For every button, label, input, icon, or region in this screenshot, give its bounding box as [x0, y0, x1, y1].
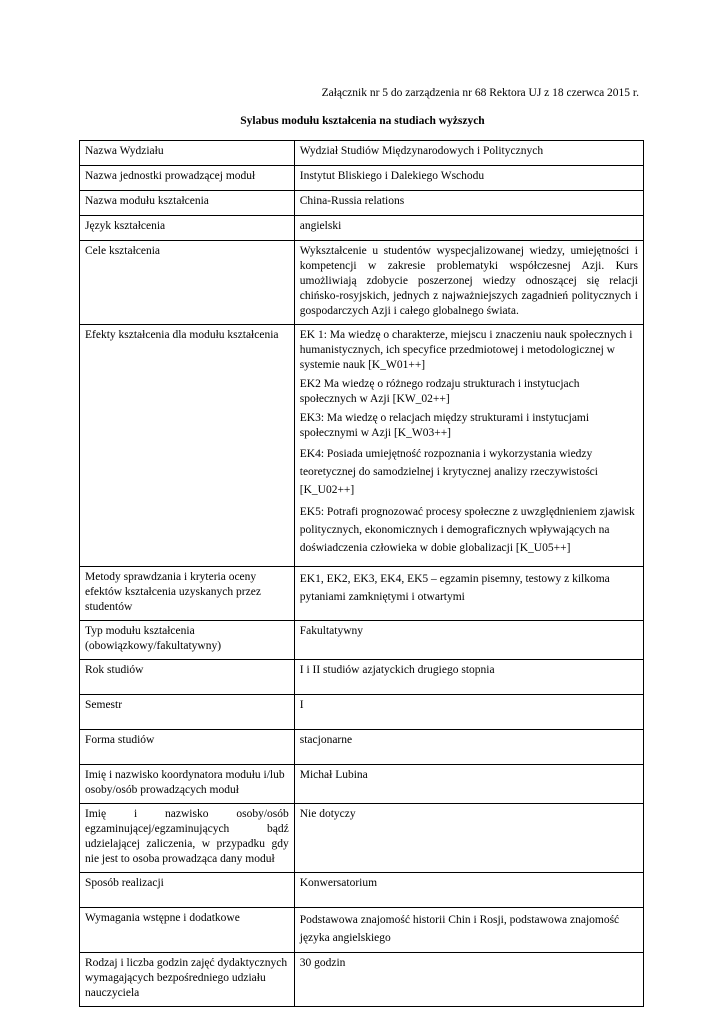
label-type: Typ modułu kształcenia (obowiązkowy/fakultatywny): [80, 621, 295, 660]
value-method: Konwersatorium: [294, 873, 643, 908]
label-form: Forma studiów: [80, 730, 295, 765]
value-examiner: Nie dotyczy: [294, 804, 643, 873]
row-language: [80, 216, 644, 241]
value-semester: I: [294, 695, 643, 730]
row-examiner: [80, 804, 644, 873]
label-language: Język kształcenia: [80, 216, 295, 241]
value-type: Fakultatywny: [294, 621, 643, 660]
row-type: [80, 621, 644, 660]
value-verification: EK1, EK2, EK3, EK4, EK5 – egzamin pisemny, testowy z kilkoma pytaniami zamkniętymi i otwartymi: [294, 567, 643, 621]
label-method: Sposób realizacji: [80, 873, 295, 908]
value-faculty: Wydział Studiów Międzynarodowych i Politycznych: [294, 141, 643, 166]
row-module: [80, 191, 644, 216]
label-coordinator: Imię i nazwisko koordynatora modułu i/lub osoby/osób prowadzących moduł: [80, 765, 295, 804]
row-method: [80, 873, 644, 908]
label-effects: Efekty kształcenia dla modułu kształcenia: [80, 325, 295, 567]
value-unit: Instytut Bliskiego i Dalekiego Wschodu: [294, 166, 643, 191]
effect-ek1: EK 1: Ma wiedzę o charakterze, miejscu i znaczeniu nauk społecznych i humanistycznych, ich specyfice przedmiotowej i metodologicznej w systemie nauk [K_W01++]: [299, 329, 633, 371]
effect-ek4: EK4: Posiada umiejętność rozpoznania i wykorzystania wiedzy teoretycznej do samodzielnej i krytycznej analizy rzeczywistości [K_U02++]: [299, 448, 598, 496]
row-year: [80, 660, 644, 695]
row-semester: [80, 695, 644, 730]
value-form: stacjonarne: [294, 730, 643, 765]
row-form: [80, 730, 644, 765]
label-year: Rok studiów: [80, 660, 295, 695]
label-goals: Cele kształcenia: [80, 241, 295, 325]
effect-ek5: EK5: Potrafi prognozować procesy społeczne z uwzględnieniem zjawisk politycznych, ekonomicznych i demograficznych wpływających na doświadczenia człowieka w dobie globalizacji [K_U05++]: [299, 506, 635, 554]
effect-ek2: EK2 Ma wiedzę o różnego rodzaju strukturach i instytucjach społecznych w Azji [KW_02++]: [299, 378, 580, 405]
row-goals: [80, 241, 644, 325]
label-faculty: Nazwa Wydziału: [80, 141, 295, 166]
row-hours: [80, 953, 644, 1007]
value-module: China-Russia relations: [294, 191, 643, 216]
row-requirements: [80, 908, 644, 953]
value-effects: [294, 325, 643, 567]
value-goals: Wykształcenie u studentów wyspecjalizowanej wiedzy, umiejętności i kompetencji w zakresie problematyki współczesnej Azji. Kurs umożliwiają zdobycie poszerzonej wiedzy odnoszącej się relacji chińsko-rosyjskich, jednych z najważniejszych zagadnień politycznych i gospodarczych Azji i całego globalnego świata.: [294, 241, 643, 325]
row-verification: [80, 567, 644, 621]
row-faculty: [80, 141, 644, 166]
row-effects: [80, 325, 644, 567]
label-requirements: Wymagania wstępne i dodatkowe: [80, 908, 295, 953]
effect-ek3: EK3: Ma wiedzę o relacjach między strukturami i instytucjami społecznymi w Azji [K_W03++]: [299, 412, 590, 439]
value-hours: 30 godzin: [294, 953, 643, 1007]
label-hours: Rodzaj i liczba godzin zajęć dydaktycznych wymagających bezpośredniego udziału nauczyciela: [80, 953, 295, 1007]
document-title: Sylabus modułu kształcenia na studiach wyższych: [240, 115, 485, 127]
value-language: angielski: [294, 216, 643, 241]
label-unit: Nazwa jednostki prowadzącej moduł: [80, 166, 295, 191]
label-examiner: Imię i nazwisko osoby/osób egzaminującej/egzaminujących bądź udzielającej zaliczenia, w przypadku gdy nie jest to osoba prowadząca dany moduł: [80, 804, 295, 873]
annex-note: Załącznik nr 5 do zarządzenia nr 68 Rektora UJ z 18 czerwca 2015 r.: [321, 87, 639, 99]
value-year: I i II studiów azjatyckich drugiego stopnia: [294, 660, 643, 695]
value-requirements: Podstawowa znajomość historii Chin i Rosji, podstawowa znajomość języka angielskiego: [294, 908, 643, 953]
row-unit: [80, 166, 644, 191]
row-coordinator: [80, 765, 644, 804]
value-coordinator: Michał Lubina: [294, 765, 643, 804]
label-verification: Metody sprawdzania i kryteria oceny efektów kształcenia uzyskanych przez studentów: [80, 567, 295, 621]
label-semester: Semestr: [80, 695, 295, 730]
label-module: Nazwa modułu kształcenia: [80, 191, 295, 216]
syllabus-table: [79, 140, 644, 1007]
